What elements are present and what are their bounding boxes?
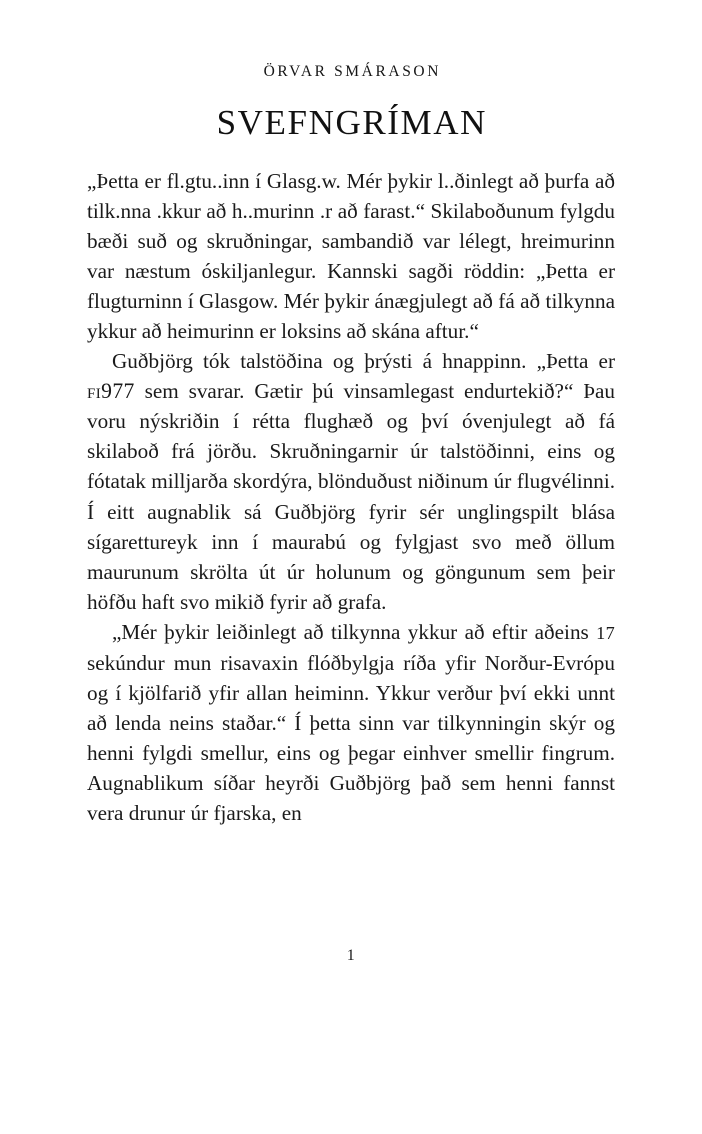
chapter-header <box>0 64 702 140</box>
paragraph-1: „Þetta er fl.gtu..inn í Glasg.w. Mér þykir l..ðinlegt að þurfa að tilk.nna .kkur að h..murinn .r að farast.“ Skilaboðunum fylgdu bæði suð og skruðningar, sambandið var lélegt, hreimurinn var næstum óskiljanlegur. Kannski sagði röddin: „Þetta er flugturninn í Glasgow. Mér þykir ánægjulegt að fá að tilkynna ykkur að heimurinn er loksins að skána aftur.“ <box>87 169 615 344</box>
paragraph-3-text-before-number: „Mér þykir leiðinlegt að tilkynna ykkur að eftir aðeins <box>112 619 597 644</box>
flight-callsign: fi977 <box>87 379 135 404</box>
paragraph-2-text-after-callsign: sem svarar. Gætir þú vinsamlegast endurtekið?“ Þau voru nýskriðin í rétta flughæð og því óvenjulegt að fá skilaboð frá jörðu. Skruðningarnir úr talstöðinni, eins og fótatak milljarða skordýra, blönduðust niðinum úr flugvélinni. Í eitt augnablik sá Guðbjörg fyrir sér unglingspilt blása sígarettureyk inn í maurabú og fylgjast svo með öllum maurunum skrölta út úr holunum og göngunum sem þeir höfðu haft svo mikið fyrir að grafa. <box>87 379 615 614</box>
page-number: 1 <box>346 947 356 964</box>
countdown-seconds: 17 <box>596 623 615 644</box>
author-name: ÖRVAR SMÁRASON <box>263 63 442 80</box>
paragraph-3 <box>87 617 615 828</box>
paragraph-2 <box>87 346 615 616</box>
page-folio <box>0 944 702 965</box>
body-text <box>87 166 615 828</box>
paragraph-2-text-before-callsign: Guðbjörg tók talstöðina og þrýsti á hnappinn. „Þetta er <box>112 349 615 374</box>
paragraph-3-text-after-number: sekúndur mun risavaxin flóðbylgja ríða yfir Norður-Evrópu og í kjölfarið yfir allan heiminn. Ykkur verður því ekki unnt að lenda neins staðar.“ Í þetta sinn var tilkynningin skýr og henni fylgdi smellur, eins og þegar einhver smellir fingrum. Augnablikum síðar heyrði Guðbjörg það sem henni fannst vera drunur úr fjarska, en <box>87 650 615 825</box>
page-title: SVEFNGRÍMAN <box>216 102 487 142</box>
